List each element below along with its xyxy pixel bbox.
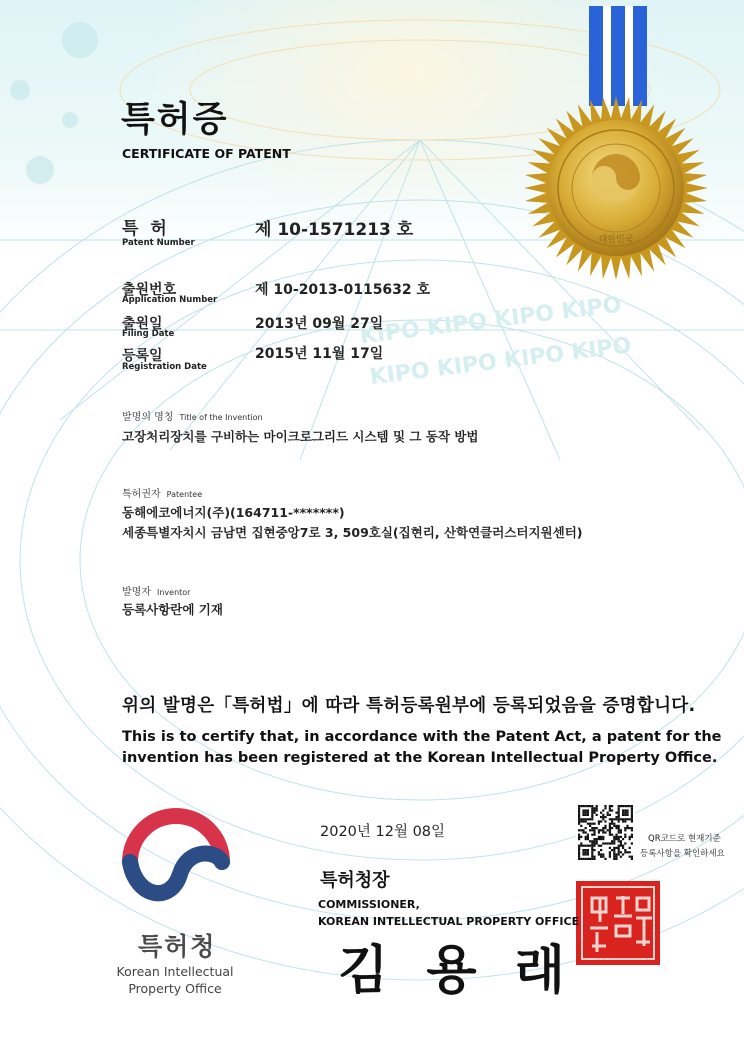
- filing-date-value: 2013년 09월 27일: [255, 316, 384, 332]
- official-seal: [576, 881, 660, 965]
- patent-number-label-en: Patent Number: [122, 238, 195, 248]
- registration-date-label-en: Registration Date: [122, 362, 207, 372]
- patentee-label: [122, 485, 202, 500]
- office-name-en-line2: Property Office: [128, 981, 222, 996]
- qr-note-line2: 등록사항을 확인하세요: [640, 849, 725, 859]
- qr-note-line1: QR코드로 현재기준: [648, 834, 721, 844]
- inventor-value: 등록사항란에 기재: [122, 602, 223, 617]
- patent-number-value: 제 10-1571213 호: [255, 220, 414, 240]
- commissioner-signature: 김 용 래: [338, 940, 575, 1001]
- invention-label-ko: 발명의 명칭: [122, 412, 174, 423]
- application-number-label: 출원번호: [122, 282, 177, 298]
- page-subtitle: CERTIFICATE OF PATENT: [122, 146, 291, 161]
- inventor-label-ko: 발명자: [122, 587, 151, 598]
- filing-date-label: 출원일: [122, 316, 163, 332]
- application-number-label-en: Application Number: [122, 295, 218, 305]
- inventor-label: [122, 583, 190, 598]
- certification-text-en-line2: invention has been registered at the Korean Intellectual Property Office.: [122, 750, 718, 766]
- patentee-address: 세종특별자치시 금남면 집현중앙7로 3, 509호실(집현리, 산학연클러스터지원센터): [122, 525, 583, 540]
- patentee-label-ko: 특허권자: [122, 489, 161, 500]
- commissioner-title-ko: 특허청장: [320, 870, 390, 891]
- watermark-text: KIPO KIPO KIPO KIPO: [368, 333, 633, 391]
- registration-date-label: 등록일: [122, 348, 163, 364]
- office-name-en-line1: Korean Intellectual: [116, 964, 234, 979]
- certification-text-en-line1: This is to certify that, in accordance with the Patent Act, a patent for the: [122, 729, 722, 745]
- patentee-label-en: Patentee: [166, 490, 203, 499]
- inventor-label-en: Inventor: [156, 588, 191, 597]
- invention-title: 고장처리장치를 구비하는 마이크로그리드 시스템 및 그 동작 방법: [122, 429, 479, 444]
- watermark-text: KIPO KIPO KIPO KIPO: [358, 292, 623, 350]
- page-title: 특허증: [121, 100, 229, 140]
- issue-date: 2020년 12월 08일: [320, 824, 446, 840]
- patent-number-label: 특 허: [122, 219, 170, 239]
- registration-date-value: 2015년 11월 17일: [255, 346, 384, 362]
- ribbon: [589, 6, 647, 106]
- certification-text-ko: 위의 발명은「특허법」에 따라 특허등록원부에 등록되었음을 증명합니다.: [122, 696, 696, 716]
- application-number-value: 제 10-2013-0115632 호: [255, 282, 431, 298]
- qr-code: [576, 803, 635, 862]
- invention-label-en: Title of the Invention: [179, 413, 263, 422]
- commissioner-title-en-line2: KOREAN INTELLECTUAL PROPERTY OFFICE: [318, 915, 580, 928]
- filing-date-label-en: Filing Date: [122, 329, 175, 339]
- office-name-ko: 특허청: [138, 932, 217, 961]
- commissioner-title-en-line1: COMMISSIONER,: [318, 898, 420, 911]
- medal-inscription: 대한민국: [598, 235, 634, 245]
- invention-label: [122, 408, 263, 423]
- patentee-name: 동해에코에너지(주)(164711-*******): [122, 505, 345, 520]
